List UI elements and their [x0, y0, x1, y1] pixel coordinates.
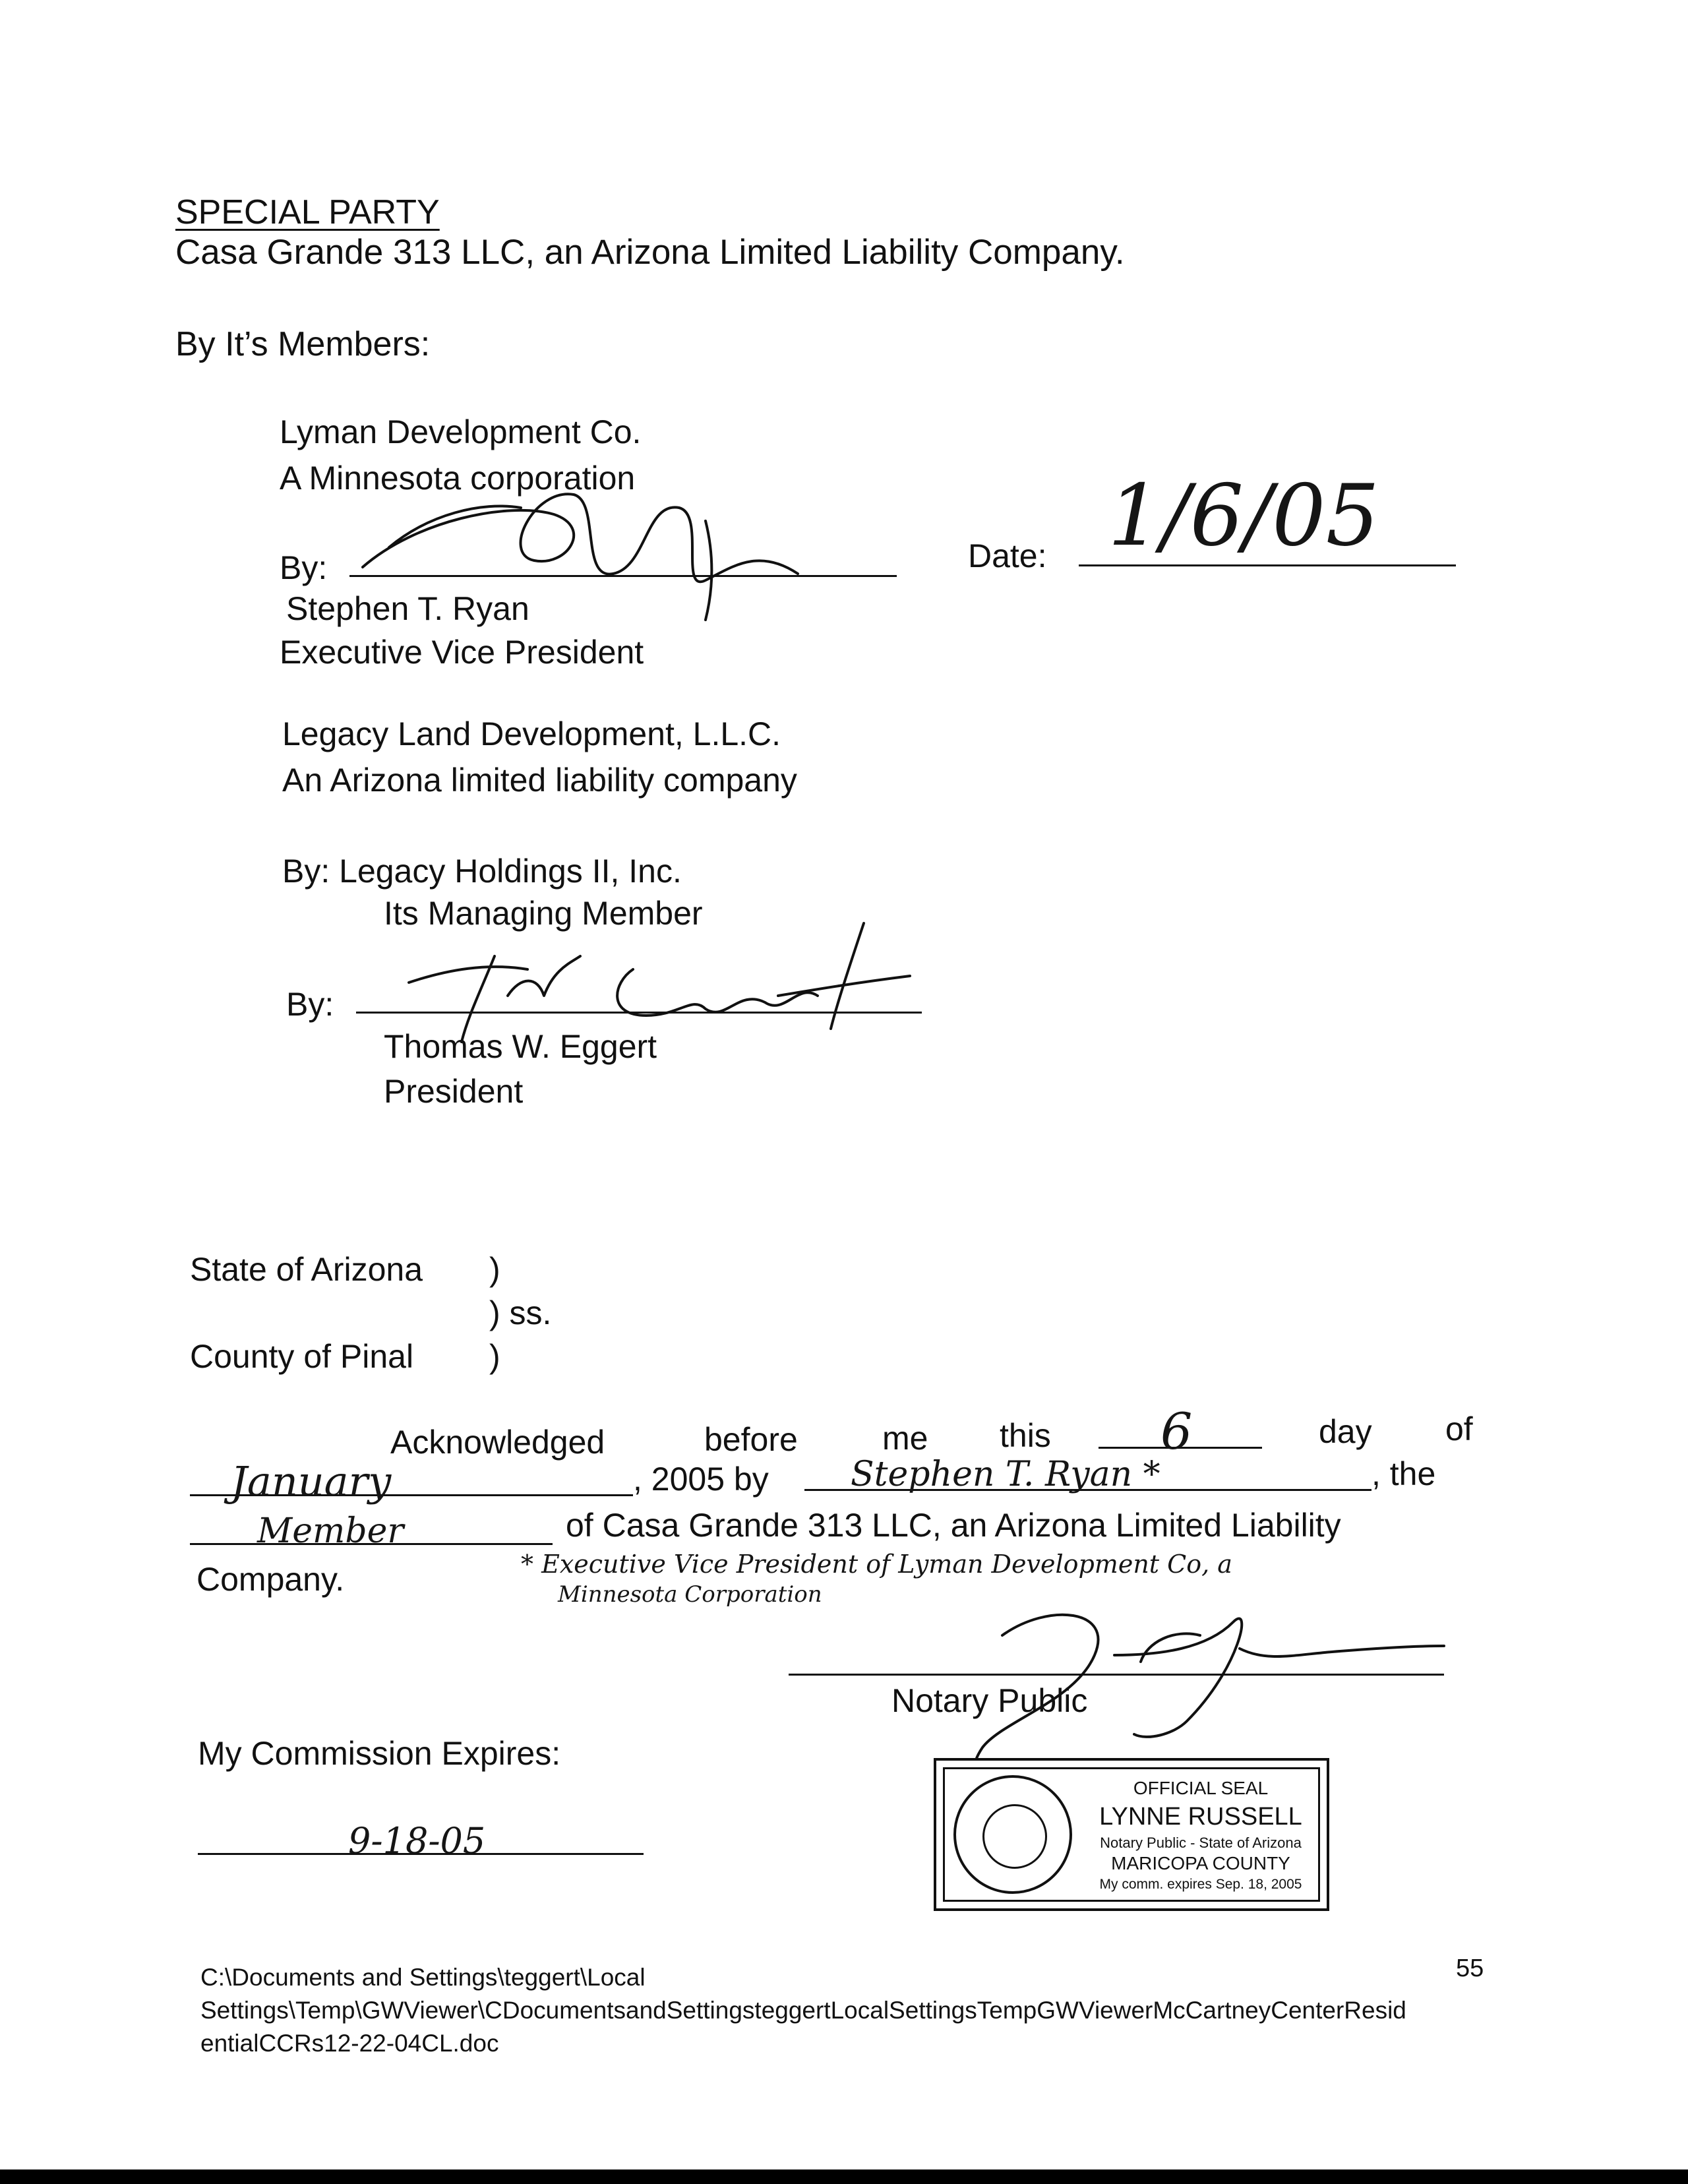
venue-ss: ) ss. [489, 1294, 552, 1331]
ack-word-of: of [1445, 1410, 1473, 1447]
ack-month-handwritten: January [231, 1457, 392, 1505]
lyman-company-name: Lyman Development Co. [280, 413, 642, 450]
commission-date-handwritten: 9-18-05 [348, 1820, 486, 1862]
ack-year-by: , 2005 by [633, 1461, 769, 1498]
venue-state-paren: ) [489, 1251, 500, 1288]
ack-role-handwritten: Member [257, 1511, 404, 1551]
ack-person-handwritten: Stephen T. Ryan * [851, 1455, 1160, 1494]
commission-label: My Commission Expires: [198, 1735, 561, 1772]
seal-expires: My comm. expires Sep. 18, 2005 [1099, 1877, 1302, 1892]
special-party-company: Casa Grande 313 LLC, an Arizona Limited Liability Company. [175, 233, 1125, 272]
ack-word-day: day [1319, 1413, 1372, 1450]
venue-county: County of Pinal [190, 1338, 414, 1375]
file-path-line1: C:\Documents and Settings\teggert\Local [200, 1964, 646, 1991]
members-intro: By It’s Members: [175, 325, 431, 363]
ack-word-this: this [1000, 1417, 1051, 1454]
legacy-by-holdings: By: Legacy Holdings II, Inc. [282, 853, 682, 890]
ack-note-line2: Minnesota Corporation [558, 1581, 822, 1608]
lyman-company-description: A Minnesota corporation [280, 460, 636, 497]
lyman-signer-name: Stephen T. Ryan [286, 590, 529, 627]
seal-county: MARICOPA COUNTY [1111, 1853, 1290, 1873]
special-party-heading: SPECIAL PARTY [175, 193, 440, 231]
legacy-by-label: By: [286, 986, 334, 1023]
official-seal-stamp [934, 1758, 1329, 1911]
date-handwritten: 1/6/05 [1108, 467, 1379, 565]
ack-word-before: before [704, 1421, 798, 1458]
state-seal-emblem [953, 1775, 1072, 1894]
ack-word-acknowledged: Acknowledged [390, 1424, 605, 1461]
seal-title: OFFICIAL SEAL [1133, 1778, 1269, 1798]
lyman-by-label: By: [280, 549, 328, 586]
ack-note-line1: * Executive Vice President of Lyman Development Co, a [521, 1550, 1232, 1579]
seal-name: LYNNE RUSSELL [1099, 1803, 1302, 1831]
file-path-line3: entialCCRs12-22-04CL.doc [200, 2030, 499, 2057]
ack-of-company: of Casa Grande 313 LLC, an Arizona Limited Liability [566, 1507, 1341, 1544]
notary-signature [897, 1583, 1451, 1780]
seal-line1: Notary Public - State of Arizona [1100, 1835, 1302, 1851]
ack-company-end: Company. [196, 1561, 345, 1598]
ack-the: , the [1372, 1455, 1436, 1492]
notary-label: Notary Public [891, 1682, 1088, 1719]
legacy-signer-title: President [384, 1073, 524, 1110]
legacy-signer-name: Thomas W. Eggert [384, 1028, 657, 1065]
notary-signature-line [789, 1674, 1444, 1676]
file-path-line2: Settings\Temp\GWViewer\CDocumentsandSettingsteggertLocalSettingsTempGWViewerMcCartneyCenterResid [200, 1997, 1406, 2024]
venue-state: State of Arizona [190, 1251, 423, 1288]
legacy-company-description: An Arizona limited liability company [282, 762, 797, 799]
ack-day-handwritten: 6 [1160, 1402, 1193, 1461]
legacy-company-name: Legacy Land Development, L.L.C. [282, 715, 781, 752]
page-number: 55 [1456, 1955, 1484, 1982]
lyman-signer-title: Executive Vice President [280, 634, 644, 671]
scan-bottom-border [0, 2169, 1688, 2184]
ack-word-me: me [882, 1420, 928, 1457]
venue-county-paren: ) [489, 1338, 500, 1375]
date-label: Date: [968, 537, 1047, 574]
legacy-managing-member: Its Managing Member [384, 895, 703, 932]
